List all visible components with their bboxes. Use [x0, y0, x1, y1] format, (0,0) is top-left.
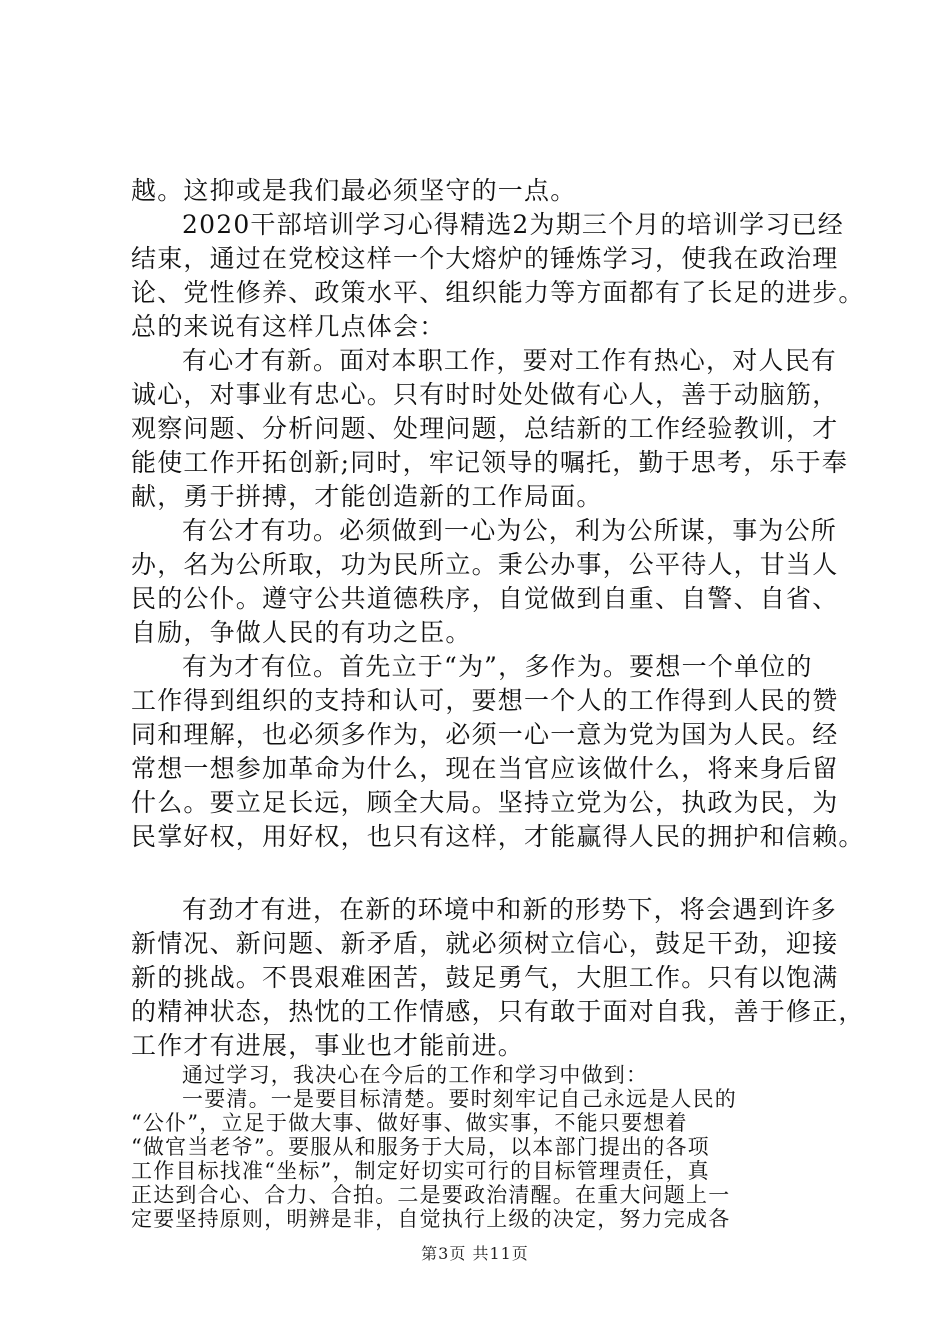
- text-line: 论、党性修养、政策水平、组织能力等方面都有了长足的进步。: [131, 278, 865, 307]
- page-footer: 第3页 共11页: [421, 1244, 529, 1263]
- text-line: “公仆”，立足于做大事、做好事、做实事，不能只要想着: [131, 1111, 688, 1135]
- text-line: 民的公仆。遵守公共道德秩序，自觉做到自重、自警、自省、: [131, 584, 839, 613]
- text-line: 的精神状态，热忱的工作情感，只有敢于面对自我，善于修正，: [131, 997, 865, 1026]
- text-line: 正达到合心、合力、合拍。二是要政治清醒。在重大问题上一: [131, 1183, 731, 1207]
- text-line: 同和理解，也必须多作为，必须一心一意为党为国为人民。经: [131, 720, 839, 749]
- text-line: 结束，通过在党校这样一个大熔炉的锤炼学习，使我在政治理: [131, 244, 839, 273]
- text-line: 新的挑战。不畏艰难困苦，鼓足勇气，大胆工作。只有以饱满: [131, 963, 839, 992]
- text-line: 有为才有位。首先立于“为”，多作为。要想一个单位的: [182, 652, 813, 681]
- text-line: 新情况、新问题、新矛盾，就必须树立信心，鼓足干劲，迎接: [131, 929, 839, 958]
- text-line: 越。这抑或是我们最必须坚守的一点。: [131, 176, 577, 205]
- text-line: 工作目标找准“坐标”，制定好切实可行的目标管理责任，真: [131, 1159, 710, 1183]
- text-line: 有公才有功。必须做到一心为公，利为公所谋，事为公所: [182, 516, 838, 545]
- text-line: 有劲才有进，在新的环境中和新的形势下，将会遇到许多: [182, 895, 838, 924]
- text-line: 民掌好权，用好权，也只有这样，才能赢得人民的拥护和信赖。: [131, 822, 865, 851]
- text-line: 诚心，对事业有忠心。只有时时处处做有心人，善于动脑筋，: [131, 380, 839, 409]
- text-line: 工作才有进展，事业也才能前进。: [131, 1031, 525, 1060]
- text-line: 通过学习，我决心在今后的工作和学习中做到：: [182, 1063, 649, 1087]
- text-line: 献，勇于拼搏，才能创造新的工作局面。: [131, 482, 603, 511]
- text-line: 有心才有新。面对本职工作，要对工作有热心，对人民有: [182, 346, 838, 375]
- text-line: 办，名为公所取，功为民所立。秉公办事，公平待人，甘当人: [131, 550, 839, 579]
- text-line: 总的来说有这样几点体会：: [131, 312, 446, 341]
- text-line: 2020干部培训学习心得精选2为期三个月的培训学习已经: [182, 210, 844, 239]
- text-line: 常想一想参加革命为什么，现在当官应该做什么，将来身后留: [131, 754, 839, 783]
- text-line: 能使工作开拓创新;同时，牢记领导的嘱托，勤于思考，乐于奉: [131, 448, 849, 477]
- text-line: 工作得到组织的支持和认可，要想一个人的工作得到人民的赞: [131, 686, 839, 715]
- text-line: 定要坚持原则，明辨是非，自觉执行上级的决定，努力完成各: [131, 1207, 731, 1231]
- text-line: 什么。要立足长远，顾全大局。坚持立党为公，执政为民，为: [131, 788, 839, 817]
- text-line: 观察问题、分析问题、处理问题，总结新的工作经验教训，才: [131, 414, 839, 443]
- text-line: 一要清。一是要目标清楚。要时刻牢记自己永远是人民的: [182, 1087, 737, 1111]
- text-line: 自励，争做人民的有功之臣。: [131, 618, 472, 647]
- text-line: “做官当老爷”。要服从和服务于大局，以本部门提出的各项: [131, 1135, 710, 1159]
